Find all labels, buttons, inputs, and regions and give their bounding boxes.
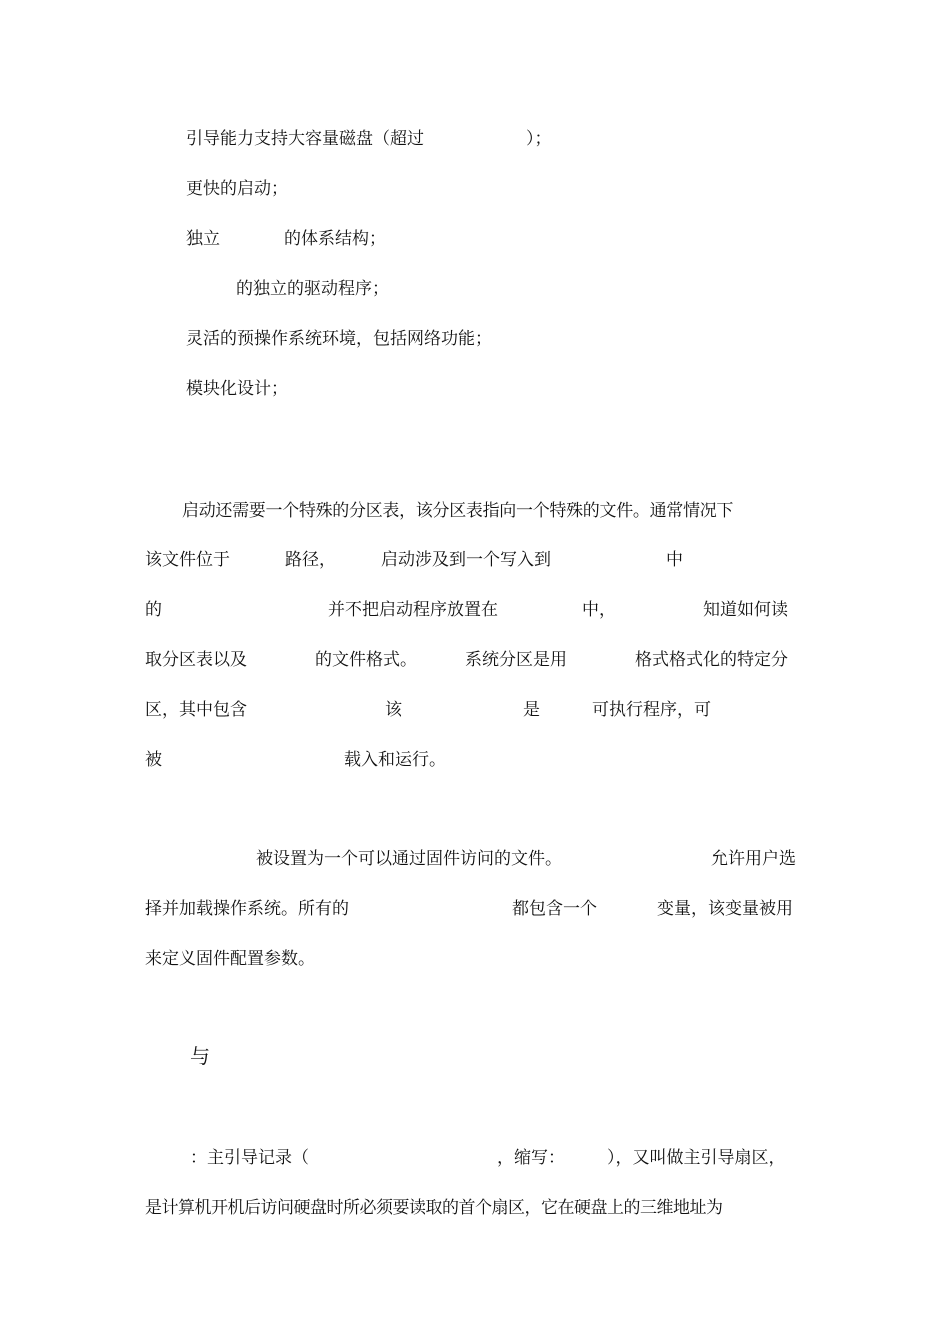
list-item-3-text: 独立	[186, 229, 220, 249]
para1-l3-seg2: 并不把启动程序放置在	[328, 600, 498, 620]
para1-l5-seg1: 区，其中包含	[145, 700, 247, 720]
para2-l2-seg2: 都包含一个	[512, 899, 597, 919]
para1-l2-seg4: 中	[666, 550, 683, 570]
para2-l1-seg1: 被设置为一个可以通过固件访问的文件。	[256, 849, 562, 869]
para1-l3-seg4: 知道如何读	[703, 600, 788, 620]
list-item-3-end: 的体系结构；	[284, 229, 386, 249]
para1-l6-seg2: 载入和运行。	[344, 750, 446, 770]
para1-l6-seg1: 被	[145, 750, 162, 770]
para3-l1-seg1: ：主引导记录（	[190, 1148, 309, 1168]
para2-line3	[145, 948, 825, 992]
para1-l4-seg1: 取分区表以及	[145, 650, 247, 670]
para3-l1-seg2: ，缩写：	[497, 1148, 565, 1168]
list-item-5-text: 灵活的预操作系统环境，包括网络功能；	[186, 329, 492, 349]
para1-l2-seg2: 路径，	[285, 550, 336, 570]
para1-l5-seg2: 该	[385, 700, 402, 720]
list-item-5	[186, 328, 586, 372]
list-item-4	[186, 278, 586, 322]
section-heading-text: 与	[190, 1044, 210, 1068]
para1-l3-seg1: 的	[145, 600, 162, 620]
para3-l1-seg3: ），又叫做主引导扇区，	[607, 1148, 786, 1168]
para2-l2-seg1: 择并加载操作系统。所有的	[145, 899, 349, 919]
para2-l2-seg3: 变量，该变量被用	[657, 899, 793, 919]
para1-l4-seg2: 的文件格式。	[315, 650, 417, 670]
list-item-6-text: 模块化设计；	[186, 379, 288, 399]
list-item-2-text: 更快的启动；	[186, 179, 288, 199]
para1-line1-text: 启动还需要一个特殊的分区表，该分区表指向一个特殊的文件。通常情况下	[182, 501, 734, 521]
list-item-4-text: 的独立的驱动程序；	[236, 279, 389, 299]
para1-l5-seg3: 是	[523, 700, 540, 720]
para1-l5-seg4: 可执行程序，可	[592, 700, 711, 720]
list-item-6	[186, 378, 586, 422]
para3-line2	[145, 1197, 825, 1241]
para2-l1-seg2: 允许用户选	[711, 849, 796, 869]
para1-l3-seg3: 中，	[582, 600, 616, 620]
list-item-1-text: 引导能力支持大容量磁盘（超过	[186, 129, 424, 149]
section-heading	[190, 1043, 290, 1095]
para1-l4-seg3: 系统分区是用	[465, 650, 567, 670]
para1-line1	[182, 500, 822, 544]
para1-l2-seg3: 启动涉及到一个写入到	[381, 550, 551, 570]
list-item-1-end: ）；	[526, 129, 552, 149]
para1-l4-seg4: 格式格式化的特定分	[635, 650, 788, 670]
para2-l3-text: 来定义固件配置参数。	[145, 949, 315, 969]
para1-line6	[145, 749, 825, 815]
para3-l2-text: 是计算机开机后访问硬盘时所必须要读取的首个扇区，它在硬盘上的三维地址为	[145, 1198, 723, 1218]
list-item-2	[186, 178, 586, 222]
para1-l2-seg1: 该文件位于	[145, 550, 230, 570]
